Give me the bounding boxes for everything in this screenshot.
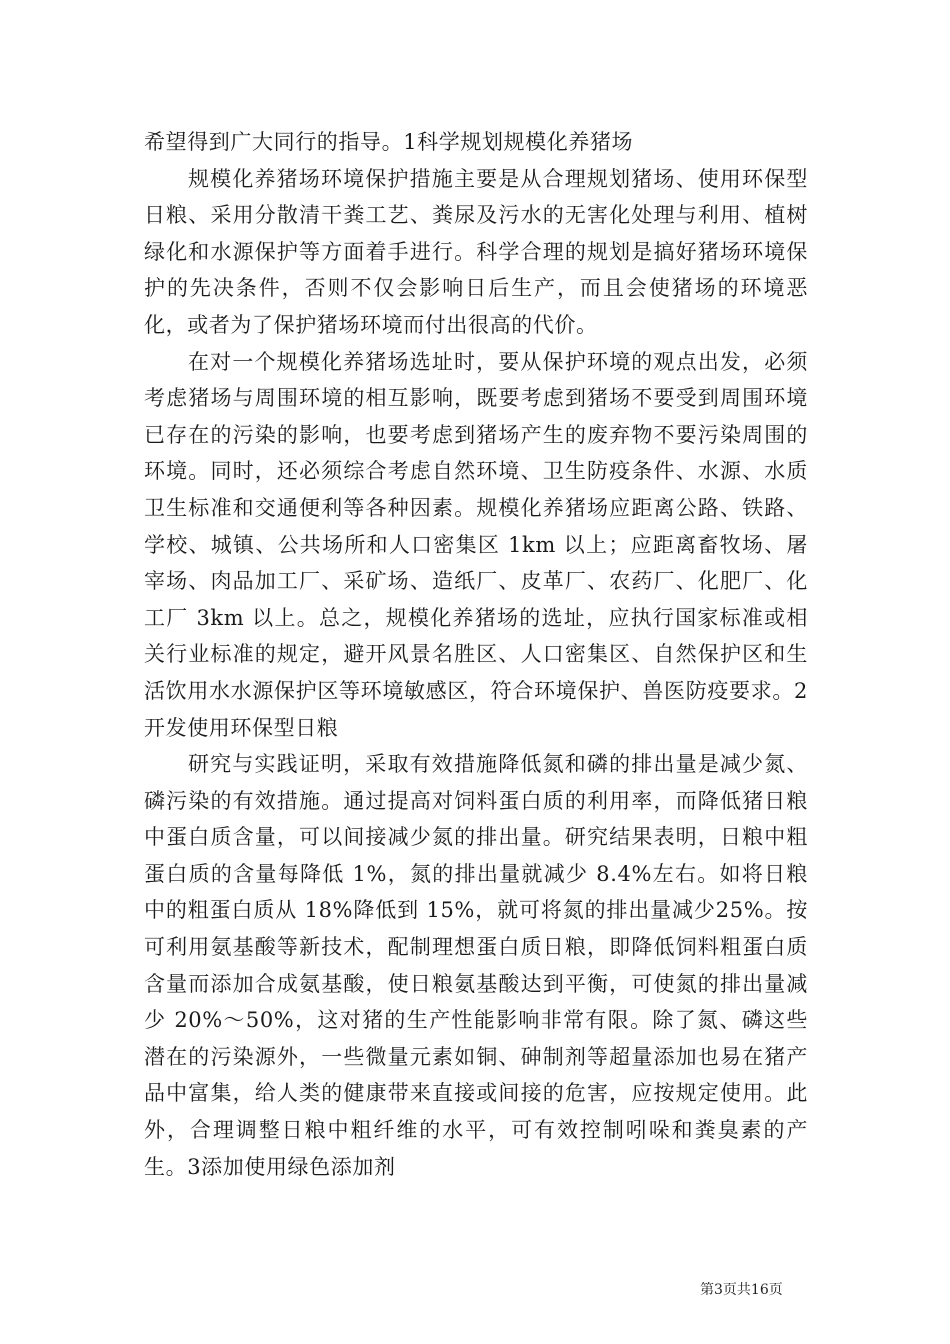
page-number-footer: 第3页共16页 xyxy=(700,1282,783,1298)
paragraph-continuation: 希望得到广大同行的指导。1科学规划规模化养猪场 xyxy=(144,130,634,154)
paragraph-site-selection: 在对一个规模化养猪场选址时，要从保护环境的观点出发，必须考虑猪场与周围环境的相互影响，既要考虑到猪场不要受到周围环境已存在的污染的影响，也要考虑到猪场产生的废弃物不要污染周围的环境。同时，还必须综合考虑自然环境、卫生防疫条件、水源、水质卫生标准和交通便利等各种因素。规模化养猪场应距离公路、铁路、学校、城镇、公共场所和人口密集区 1km 以上；应距离畜牧场、屠宰场、肉品加工厂、采矿场、造纸厂、皮革厂、农药厂、化肥厂、化工厂 3km 以上。总之，规模化养猪场的选址，应执行国家标准或相关行业标准的规定，避开风景名胜区、人口密集区、自然保护区和生活饮用水水源保护区等环境敏感区，符合环境保护、兽医防疫要求。2开发使用环保型日粮 xyxy=(144,349,808,740)
body-text xyxy=(144,124,808,1185)
paragraph-environmental-measures: 规模化养猪场环境保护措施主要是从合理规划猪场、使用环保型日粮、采用分散清干粪工艺、粪尿及污水的无害化处理与利用、植树绿化和水源保护等方面着手进行。科学合理的规划是搞好猪场环境保护的先决条件，否则不仅会影响日后生产，而且会使猪场的环境恶化，或者为了保护猪场环境而付出很高的代价。 xyxy=(144,166,808,337)
paragraph-eco-feed: 研究与实践证明，采取有效措施降低氮和磷的排出量是减少氮、磷污染的有效措施。通过提高对饲料蛋白质的利用率，而降低猪日粮中蛋白质含量，可以间接减少氮的排出量。研究结果表明，日粮中粗蛋白质的含量每降低 1%，氮的排出量就减少 8.4%左右。如将日粮中的粗蛋白质从 18%降低到 15%，就可将氮的排出量减少25%。按可利用氨基酸等新技术，配制理想蛋白质日粮，即降低饲料粗蛋白质含量而添加合成氨基酸，使日粮氨基酸达到平衡，可使氮的排出量减少 20%～50%，这对猪的生产性能影响非常有限。除了氮、磷这些潜在的污染源外，一些微量元素如铜、砷制剂等超量添加也易在猪产品中富集，给人类的健康带来直接或间接的危害，应按规定使用。此外，合理调整日粮中粗纤维的水平，可有效控制吲哚和粪臭素的产生。3添加使用绿色添加剂 xyxy=(144,752,808,1179)
